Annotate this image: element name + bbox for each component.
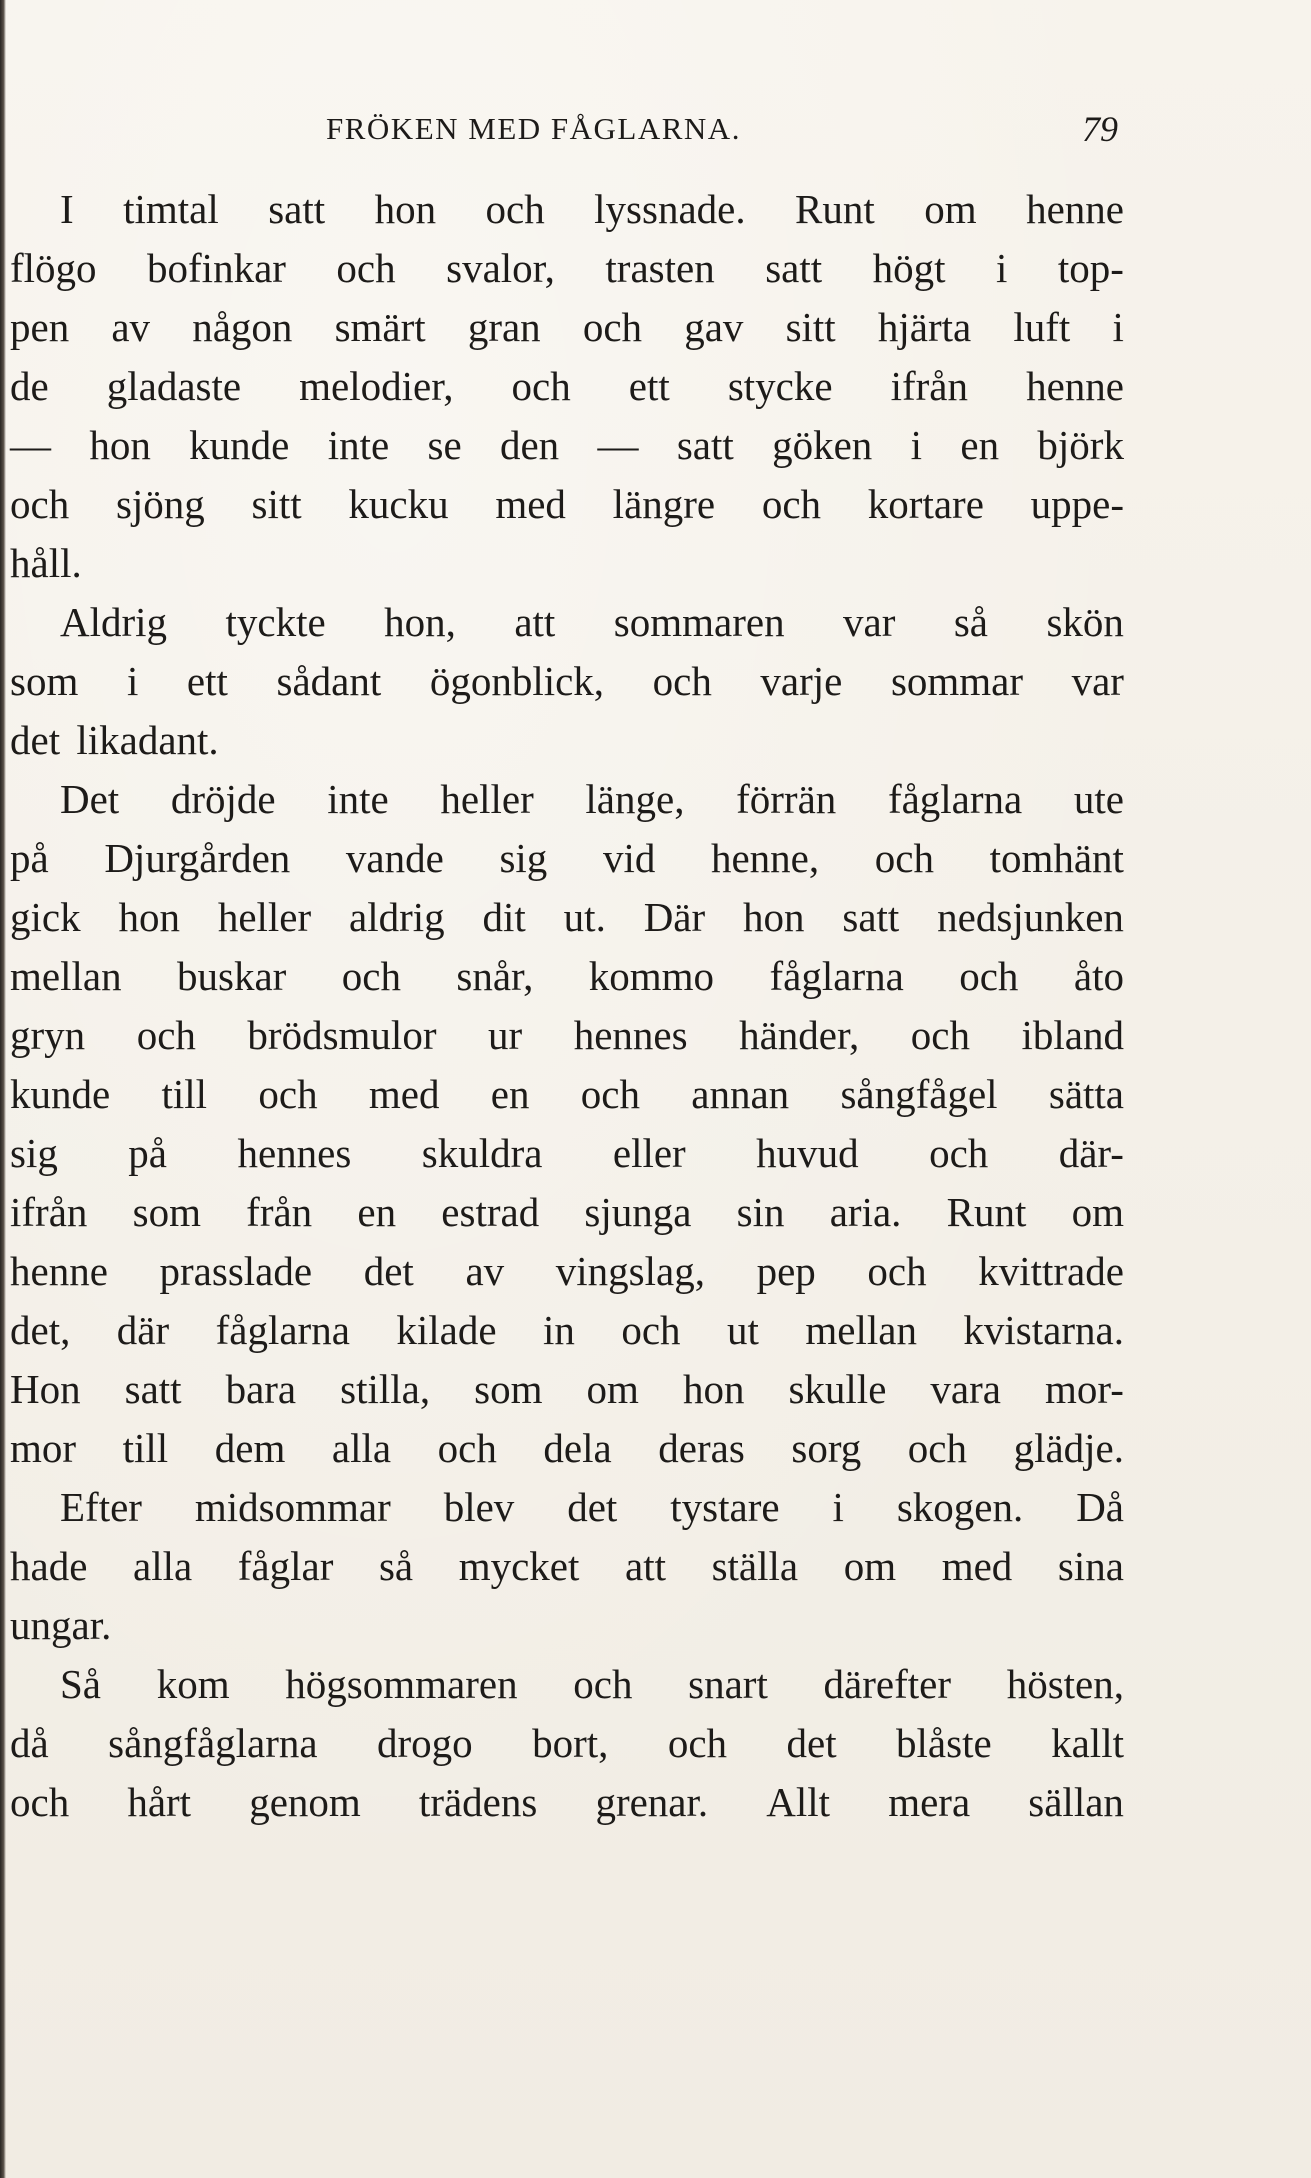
- word: aria.: [829, 1189, 902, 1235]
- word: att: [514, 599, 556, 645]
- word: skulle: [788, 1366, 887, 1412]
- word: se: [427, 422, 462, 468]
- word: drogo: [377, 1720, 473, 1766]
- word: kucku: [348, 481, 449, 527]
- word: kallt: [1051, 1720, 1124, 1766]
- word: sorg: [791, 1425, 862, 1471]
- word: estrad: [441, 1189, 540, 1235]
- word: hon,: [384, 599, 456, 645]
- word: och: [258, 1071, 318, 1117]
- word: hon: [118, 894, 180, 940]
- word: om: [843, 1543, 897, 1589]
- word: sångfåglarna: [108, 1720, 318, 1766]
- word: ifrån: [10, 1189, 88, 1235]
- word: var: [843, 599, 896, 645]
- word: brödsmulor: [247, 1012, 437, 1058]
- word: ut.: [563, 894, 606, 940]
- text-line: [10, 947, 1124, 1006]
- word: mor: [10, 1425, 77, 1471]
- text-line: [10, 475, 1124, 534]
- word: hennes: [237, 1130, 352, 1176]
- word: och: [761, 481, 822, 527]
- word: heller: [217, 894, 312, 940]
- word: hennes: [573, 1012, 688, 1058]
- word: mycket: [458, 1543, 580, 1589]
- word: björk: [1037, 422, 1124, 468]
- word: glädje.: [1013, 1425, 1124, 1471]
- word: och: [652, 658, 712, 704]
- word: ibland: [1021, 1012, 1124, 1058]
- word: så: [953, 599, 988, 645]
- word: bort,: [532, 1720, 609, 1766]
- word: och: [907, 1425, 967, 1471]
- word: Så: [60, 1661, 101, 1707]
- word: tystare: [670, 1484, 780, 1530]
- word: snart: [688, 1661, 768, 1707]
- text-line: [10, 416, 1124, 475]
- word: tomhänt: [989, 835, 1124, 881]
- word: heller: [440, 776, 534, 822]
- word: det: [567, 1484, 618, 1530]
- text-line: [10, 298, 1124, 357]
- word: alla: [133, 1543, 193, 1589]
- text-line: [10, 1124, 1124, 1183]
- word: händer,: [739, 1012, 860, 1058]
- word: och: [929, 1130, 989, 1176]
- word: på: [128, 1130, 167, 1176]
- word: satt: [268, 186, 326, 232]
- word: då: [10, 1720, 49, 1766]
- word: och: [336, 245, 396, 291]
- word: sina: [1057, 1543, 1124, 1589]
- word: ett: [186, 658, 228, 704]
- text-line: [10, 1655, 1124, 1714]
- word: mellan: [805, 1307, 917, 1353]
- word: gryn: [10, 1012, 86, 1058]
- word: skuldra: [421, 1130, 543, 1176]
- word: förrän: [736, 776, 837, 822]
- word: det: [363, 1248, 414, 1294]
- word: som: [10, 658, 79, 704]
- word: i: [126, 658, 139, 704]
- word: från: [246, 1189, 313, 1235]
- word: dit: [482, 894, 526, 940]
- text-line: [10, 1301, 1124, 1360]
- word: fåglarna: [769, 953, 904, 999]
- word: bofinkar: [147, 245, 286, 291]
- word: det: [786, 1720, 837, 1766]
- word: henne: [1026, 186, 1124, 232]
- word: och: [573, 1661, 633, 1707]
- word: deras: [658, 1425, 745, 1471]
- word: och: [136, 1012, 196, 1058]
- word: nedsjunken: [937, 894, 1124, 940]
- word: Allt: [766, 1779, 831, 1825]
- word: var: [1071, 658, 1124, 704]
- word: de: [10, 363, 49, 409]
- word: annan: [691, 1071, 790, 1117]
- word: smärt: [334, 304, 426, 350]
- text-line: [10, 888, 1124, 947]
- word: högsommaren: [285, 1661, 518, 1707]
- word: dröjde: [170, 776, 276, 822]
- word: ställa: [711, 1543, 799, 1589]
- word: där: [116, 1307, 170, 1353]
- word: i: [910, 422, 923, 468]
- word: ifrån: [890, 363, 969, 409]
- word: i: [832, 1484, 844, 1530]
- word: sig: [10, 1130, 58, 1176]
- word: av: [111, 304, 151, 350]
- word: sin: [736, 1189, 785, 1235]
- word: i: [1112, 304, 1124, 350]
- word: med: [368, 1071, 440, 1117]
- running-title: FRÖKEN MED FÅGLARNA.: [326, 111, 741, 146]
- word: satt: [124, 1366, 182, 1412]
- word: svalor,: [446, 245, 555, 291]
- word: kortare: [867, 481, 984, 527]
- word: varje: [760, 658, 843, 704]
- word: sådant: [276, 658, 382, 704]
- word: ute: [1073, 776, 1124, 822]
- word: hon: [743, 894, 805, 940]
- page-number: 79: [1082, 109, 1118, 149]
- word: skogen.: [896, 1484, 1024, 1530]
- word: satt: [765, 245, 823, 291]
- word: —: [10, 422, 51, 468]
- word: den: [499, 422, 560, 468]
- word: trädens: [418, 1779, 538, 1825]
- word: högt: [872, 245, 946, 291]
- word: länge,: [585, 776, 685, 822]
- word: en: [490, 1071, 530, 1117]
- word: mellan: [10, 953, 122, 999]
- text-line: håll.: [10, 540, 82, 586]
- text-line: [10, 1773, 1124, 1832]
- word: hösten,: [1006, 1661, 1124, 1707]
- word: sätta: [1048, 1071, 1124, 1117]
- word: sommaren: [613, 599, 785, 645]
- word: sångfågel: [840, 1071, 998, 1117]
- word: inte: [327, 776, 389, 822]
- word: göken: [772, 422, 873, 468]
- word: sjunga: [584, 1189, 692, 1235]
- word: en: [960, 422, 1000, 468]
- word: ur: [488, 1012, 523, 1058]
- word: kunde: [189, 422, 290, 468]
- word: henne,: [710, 835, 820, 881]
- word: Aldrig: [60, 599, 168, 645]
- text-line: [10, 770, 1124, 829]
- word: trasten: [605, 245, 715, 291]
- text-line: [10, 1006, 1124, 1065]
- text-line: [10, 829, 1124, 888]
- word: flögo: [10, 245, 97, 291]
- text-line: [10, 1419, 1124, 1478]
- word: inte: [327, 422, 390, 468]
- word: och: [910, 1012, 970, 1058]
- word: dem: [214, 1425, 286, 1471]
- word: åto: [1073, 953, 1124, 999]
- word: det,: [10, 1307, 71, 1353]
- word: —: [597, 422, 639, 468]
- word: och: [485, 186, 545, 232]
- word: sjöng: [115, 481, 205, 527]
- word: av: [465, 1248, 505, 1294]
- word: fåglarna: [887, 776, 1023, 822]
- word: och: [10, 1779, 70, 1825]
- word: satt: [676, 422, 734, 468]
- word: grenar.: [595, 1779, 709, 1825]
- word: kunde: [10, 1071, 111, 1117]
- word: uppe-: [1030, 481, 1124, 527]
- text-line: [10, 1183, 1124, 1242]
- word: gran: [467, 304, 541, 350]
- word: och: [341, 953, 401, 999]
- page-binding-edge: [0, 0, 6, 2178]
- word: vingslag,: [555, 1248, 705, 1294]
- word: Efter: [60, 1484, 142, 1530]
- word: sommar: [890, 658, 1024, 704]
- word: och: [874, 835, 934, 881]
- word: ett: [628, 363, 670, 409]
- word: melodier,: [299, 363, 454, 409]
- text-line: [10, 1478, 1124, 1537]
- word: tyckte: [225, 599, 326, 645]
- word: kvittrade: [978, 1248, 1124, 1294]
- text-line: [10, 180, 1124, 239]
- text-line: [10, 239, 1124, 298]
- word: blåste: [896, 1720, 992, 1766]
- word: fåglarna: [215, 1307, 350, 1353]
- word: och: [580, 1071, 640, 1117]
- word: och: [867, 1248, 927, 1294]
- word: gick: [10, 894, 81, 940]
- word: aldrig: [349, 894, 445, 940]
- word: sitt: [785, 304, 836, 350]
- word: eller: [612, 1130, 686, 1176]
- word: om: [1071, 1189, 1124, 1235]
- text-line: det likadant.: [10, 717, 219, 763]
- word: huvud: [756, 1130, 859, 1176]
- word: och: [582, 304, 643, 350]
- word: luft: [1013, 304, 1071, 350]
- word: någon: [192, 304, 293, 350]
- word: längre: [612, 481, 716, 527]
- word: på: [10, 835, 49, 881]
- word: stycke: [727, 363, 833, 409]
- word: gladaste: [106, 363, 242, 409]
- word: till: [161, 1071, 208, 1117]
- word: mor-: [1044, 1366, 1124, 1412]
- word: och: [437, 1425, 497, 1471]
- word: dela: [543, 1425, 612, 1471]
- text-line: [10, 593, 1124, 652]
- word: Runt: [946, 1189, 1027, 1235]
- word: och: [621, 1307, 681, 1353]
- word: och: [511, 363, 571, 409]
- word: vid: [602, 835, 656, 881]
- word: prasslade: [159, 1248, 313, 1294]
- word: därefter: [823, 1661, 951, 1707]
- text-line: [10, 1242, 1124, 1301]
- word: Runt: [795, 186, 875, 232]
- text-line: ungar.: [10, 1602, 112, 1648]
- word: där-: [1058, 1130, 1124, 1176]
- word: i: [996, 245, 1008, 291]
- word: med: [941, 1543, 1013, 1589]
- word: bara: [225, 1366, 297, 1412]
- word: Hon: [10, 1366, 81, 1412]
- word: och: [10, 481, 70, 527]
- word: till: [122, 1425, 169, 1471]
- word: fåglar: [237, 1543, 334, 1589]
- word: lyssnade.: [594, 186, 746, 232]
- word: hon: [89, 422, 151, 468]
- word: vara: [930, 1366, 1001, 1412]
- word: mera: [888, 1779, 971, 1825]
- word: snår,: [456, 953, 534, 999]
- word: Det: [60, 776, 120, 822]
- word: top-: [1057, 245, 1124, 291]
- word: så: [378, 1543, 414, 1589]
- word: som: [132, 1189, 201, 1235]
- word: I: [60, 186, 74, 232]
- word: om: [924, 186, 977, 232]
- word: vande: [345, 835, 444, 881]
- running-header: [0, 104, 1311, 154]
- word: hårt: [127, 1779, 192, 1825]
- word: en: [357, 1189, 397, 1235]
- word: skön: [1046, 599, 1124, 645]
- word: hjärta: [877, 304, 972, 350]
- word: sig: [499, 835, 548, 881]
- text-line: [10, 1065, 1124, 1124]
- word: stilla,: [340, 1366, 431, 1412]
- word: buskar: [177, 953, 287, 999]
- word: som: [474, 1366, 543, 1412]
- word: kom: [156, 1661, 230, 1707]
- word: pep: [756, 1248, 816, 1294]
- body-text: [10, 180, 1124, 1832]
- word: pen: [10, 304, 70, 350]
- word: ögonblick,: [429, 658, 605, 704]
- word: genom: [249, 1779, 361, 1825]
- word: kommo: [588, 953, 715, 999]
- word: hon: [374, 186, 437, 232]
- word: henne: [1026, 363, 1124, 409]
- word: sällan: [1028, 1779, 1124, 1825]
- text-line: [10, 1537, 1124, 1596]
- word: in: [543, 1307, 575, 1353]
- word: med: [495, 481, 566, 527]
- word: och: [959, 953, 1019, 999]
- word: midsommar: [194, 1484, 391, 1530]
- word: om: [586, 1366, 639, 1412]
- word: Där: [643, 894, 706, 940]
- word: timtal: [123, 186, 219, 232]
- word: satt: [842, 894, 900, 940]
- text-line: [10, 652, 1124, 711]
- word: och: [667, 1720, 728, 1766]
- word: alla: [331, 1425, 392, 1471]
- text-line: [10, 1360, 1124, 1419]
- word: Då: [1076, 1484, 1124, 1530]
- word: ut: [727, 1307, 759, 1353]
- word: hon: [682, 1366, 745, 1412]
- word: gav: [684, 304, 744, 350]
- word: blev: [443, 1484, 515, 1530]
- text-line: [10, 1714, 1124, 1773]
- word: Djurgården: [104, 835, 291, 881]
- word: hade: [10, 1543, 88, 1589]
- word: henne: [10, 1248, 108, 1294]
- word: att: [625, 1543, 666, 1589]
- text-line: [10, 357, 1124, 416]
- word: kilade: [396, 1307, 497, 1353]
- word: sitt: [251, 481, 302, 527]
- word: kvistarna.: [963, 1307, 1124, 1353]
